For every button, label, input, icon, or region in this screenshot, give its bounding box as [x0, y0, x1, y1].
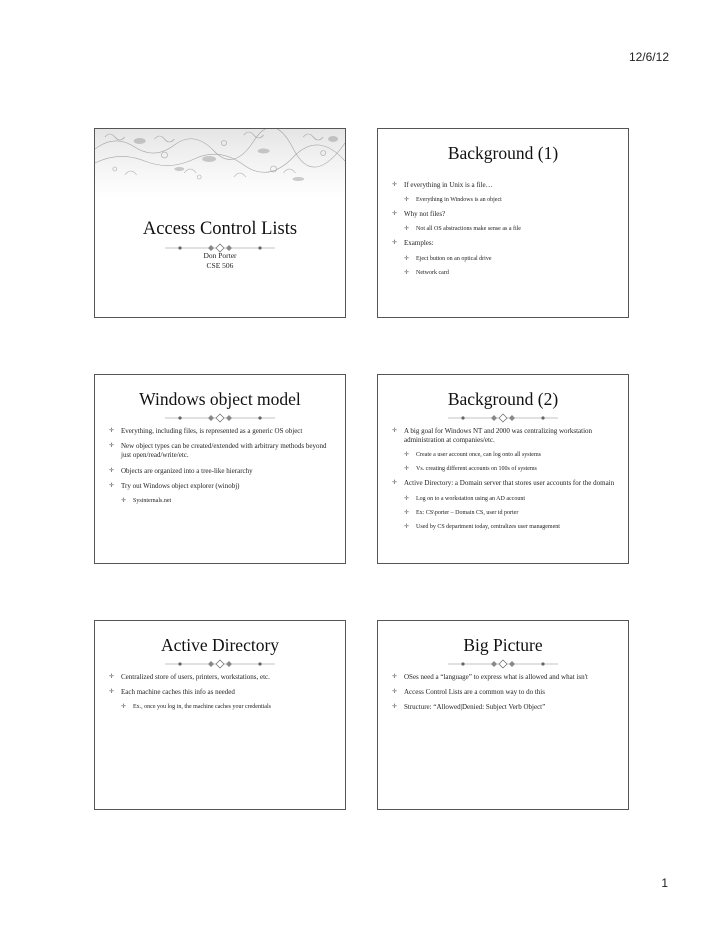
bullet-item: ✛ Try out Windows object explorer (winobj) — [107, 482, 333, 491]
slide-title-text: Windows object model — [139, 389, 301, 409]
page-date: 12/6/12 — [628, 50, 669, 64]
slide-title-text: Background (1) — [447, 143, 559, 163]
bullet-item: ✛ A big goal for Windows NT and 2000 was centralizing workstation administration at companies/etc. — [390, 427, 616, 445]
slide-title-text: Active Directory — [160, 635, 280, 655]
bullet-item: ✛ Why not files? — [390, 210, 616, 219]
slide-big-picture — [377, 620, 629, 810]
sub-bullet-item: ✛ Sysinternals.net — [107, 497, 333, 505]
sub-bullet-item: ✛ Not all OS abstractions make sense as a file — [390, 225, 616, 233]
slide-background-2 — [377, 374, 629, 564]
slide-subtitle — [95, 251, 345, 270]
bullet-item: ✛ If everything in Unix is a file… — [390, 181, 616, 190]
bullet-item: ✛ OSes need a “language” to express what is allowed and what isn't — [390, 673, 616, 682]
slide-bullets — [107, 427, 333, 511]
sub-bullet-item: ✛ Used by CS department today, centralizes user management — [390, 523, 616, 531]
bullet-item: ✛ Structure: “Allowed|Denied: Subject Verb Object” — [390, 703, 616, 712]
course-code: CSE 506 — [206, 260, 234, 270]
sub-bullet-item: ✛ Vs. creating different accounts on 100s of systems — [390, 465, 616, 473]
slide-title-text: Background (2) — [447, 389, 559, 409]
bullet-item: ✛ Each machine caches this info as needed — [107, 688, 333, 697]
ornament-divider-icon — [165, 659, 275, 669]
bullet-item: ✛ Objects are organized into a tree-like hierarchy — [107, 467, 333, 476]
slide-windows-object-model — [94, 374, 346, 564]
sub-bullet-item: ✛ Ex., once you log in, the machine caches your credentials — [107, 703, 333, 711]
ornament-divider-icon — [165, 413, 275, 423]
slide-bullets — [390, 427, 616, 537]
sub-bullet-item: ✛ Ex: CS\porter – Domain CS, user id porter — [390, 509, 616, 517]
sub-bullet-item: ✛ Everything in Windows is an object — [390, 196, 616, 204]
slide-active-directory — [94, 620, 346, 810]
sub-bullet-item: ✛ Eject button on an optical drive — [390, 255, 616, 263]
slide-title-text: Access Control Lists — [142, 219, 298, 239]
page-number: 1 — [661, 876, 668, 890]
slide-bullets — [390, 181, 616, 283]
author-name: Don Porter — [203, 251, 237, 260]
bullet-item: ✛ Access Control Lists are a common way to do this — [390, 688, 616, 697]
slide-title-text: Big Picture — [463, 635, 543, 655]
bullet-item: ✛ Everything, including files, is represented as a generic OS object — [107, 427, 333, 436]
decorative-ornament-banner — [95, 129, 345, 199]
slide-title — [94, 128, 346, 318]
slide-background-1 — [377, 128, 629, 318]
bullet-item: ✛ New object types can be created/extended with arbitrary methods beyond just open/read/write/etc. — [107, 442, 333, 460]
slide-bullets — [107, 673, 333, 717]
sub-bullet-item: ✛ Create a user account once, can log onto all systems — [390, 451, 616, 459]
slide-bullets — [390, 673, 616, 719]
bullet-item: ✛ Active Directory: a Domain server that stores user accounts for the domain — [390, 479, 616, 488]
ornament-divider-icon — [448, 659, 558, 669]
bullet-item: ✛ Centralized store of users, printers, workstations, etc. — [107, 673, 333, 682]
sub-bullet-item: ✛ Log on to a workstation using an AD account — [390, 495, 616, 503]
sub-bullet-item: ✛ Network card — [390, 269, 616, 277]
bullet-item: ✛ Examples: — [390, 239, 616, 248]
ornament-divider-icon — [448, 413, 558, 423]
